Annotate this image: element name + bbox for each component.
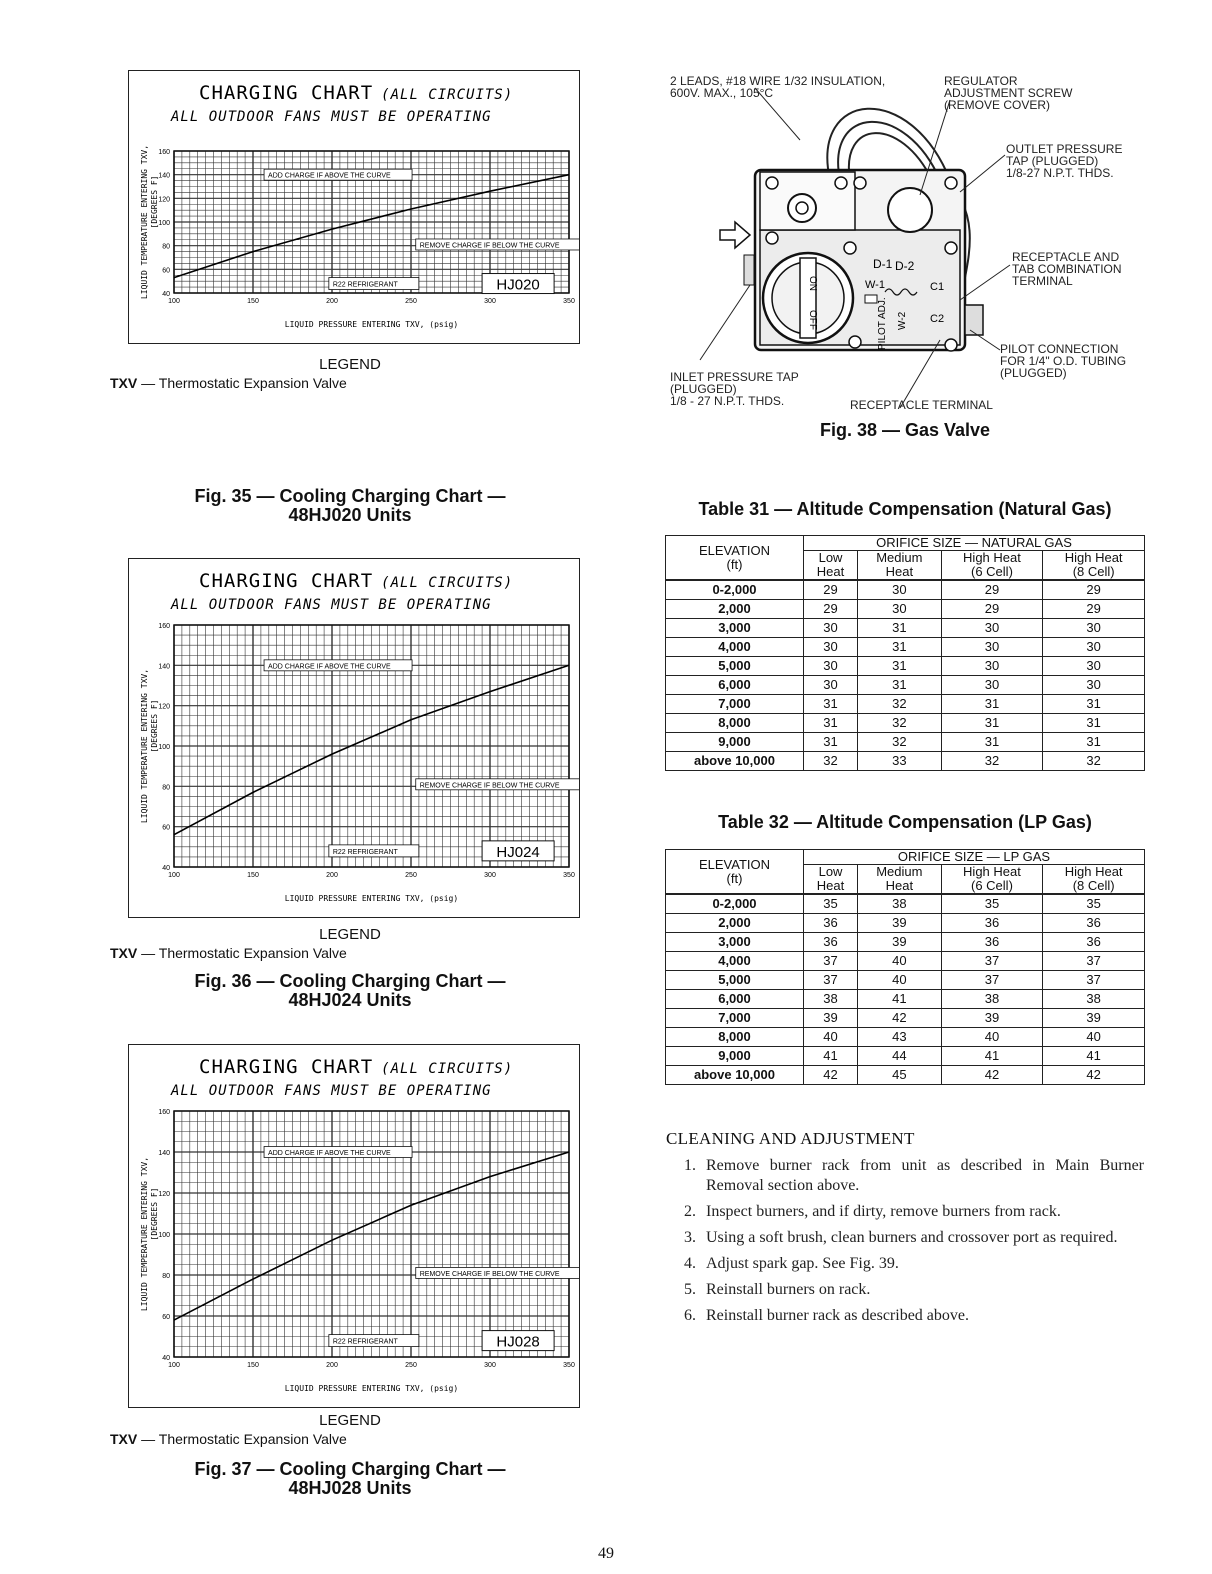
- elevation-cell: 4,000: [666, 638, 804, 657]
- figure-caption-38: Fig. 38 — Gas Valve: [819, 420, 991, 440]
- orifice-size-cell: 35: [1043, 894, 1145, 914]
- svg-text:REMOVE CHARGE IF BELOW THE CUR: REMOVE CHARGE IF BELOW THE CURVE: [419, 242, 560, 250]
- table-row: [666, 894, 1145, 914]
- x-tick-label: 150: [247, 298, 259, 305]
- table-row: [666, 914, 1145, 933]
- orifice-size-cell: 39: [858, 933, 942, 952]
- chart-title: CHARGING CHART (ALL CIRCUITS): [199, 82, 514, 104]
- add-charge-note: [264, 1147, 412, 1158]
- orifice-size-cell: 32: [858, 733, 942, 752]
- label-receptacle-terminal: RECEPTACLE TERMINAL: [850, 398, 993, 412]
- elevation-cell: 6,000: [666, 990, 804, 1009]
- orifice-size-cell: 31: [858, 619, 942, 638]
- orifice-size-cell: 39: [858, 914, 942, 933]
- orifice-size-cell: 39: [1043, 1009, 1145, 1028]
- table32: [665, 849, 1145, 1085]
- orifice-size-cell: 39: [803, 1009, 857, 1028]
- orifice-size-cell: 31: [941, 733, 1043, 752]
- orifice-size-cell: 44: [858, 1047, 942, 1066]
- elevation-cell: above 10,000: [666, 1066, 804, 1085]
- orifice-size-cell: 30: [1043, 657, 1145, 676]
- svg-text:REMOVE CHARGE IF BELOW THE CUR: REMOVE CHARGE IF BELOW THE CURVE: [419, 782, 560, 790]
- orifice-group-header: ORIFICE SIZE — NATURAL GAS: [803, 536, 1144, 551]
- chart-title: CHARGING CHART (ALL CIRCUITS): [199, 570, 514, 592]
- cleaning-steps: [666, 1156, 1144, 1332]
- x-axis-label: LIQUID PRESSURE ENTERING TXV, (psig): [284, 1384, 459, 1393]
- remove-charge-note: [416, 779, 579, 790]
- orifice-size-cell: 30: [803, 676, 857, 695]
- terminal-d2: D-2: [895, 259, 915, 273]
- table-row: [666, 580, 1145, 600]
- orifice-size-cell: 40: [858, 971, 942, 990]
- column-header: High Heat (8 Cell): [1043, 865, 1145, 895]
- legend-entry: TXV — Thermostatic Expansion Valve: [110, 945, 347, 961]
- y-axis-units: [DEGREES F]: [150, 699, 159, 753]
- elevation-cell: 0-2,000: [666, 894, 804, 914]
- table-row: [666, 933, 1145, 952]
- table-row: [666, 676, 1145, 695]
- orifice-size-cell: 37: [803, 952, 857, 971]
- column-header: Low Heat: [803, 865, 857, 895]
- x-tick-label: 300: [484, 298, 496, 305]
- orifice-size-cell: 32: [803, 752, 857, 771]
- column-header: High Heat (6 Cell): [941, 551, 1043, 581]
- terminal-d1: D-1: [873, 257, 893, 271]
- orifice-size-cell: 30: [803, 657, 857, 676]
- y-tick-label: 60: [162, 824, 170, 832]
- x-tick-label: 250: [405, 872, 417, 879]
- table-row: [666, 952, 1145, 971]
- x-tick-label: 150: [247, 872, 259, 879]
- knob-off-label: OFF: [807, 310, 818, 330]
- y-tick-label: 60: [162, 1314, 170, 1321]
- chart-subtitle: ALL OUTDOOR FANS MUST BE OPERATING: [171, 109, 492, 125]
- y-tick-label: 140: [158, 1150, 170, 1157]
- orifice-size-cell: 45: [858, 1066, 942, 1085]
- legend-title: LEGEND: [319, 1412, 381, 1429]
- table-row: [666, 619, 1145, 638]
- x-tick-label: 250: [405, 298, 417, 305]
- orifice-size-cell: 30: [1043, 619, 1145, 638]
- refrigerant-note: [329, 845, 419, 857]
- orifice-size-cell: 35: [803, 894, 857, 914]
- y-tick-label: 100: [158, 220, 170, 227]
- list-item: 2. Inspect burners, and if dirty, remove burners from rack.: [684, 1203, 1061, 1220]
- label-outlet-tap: OUTLET PRESSURE TAP (PLUGGED) 1/8-27 N.P.T. THDS.: [1006, 142, 1123, 180]
- orifice-size-cell: 38: [1043, 990, 1145, 1009]
- svg-text:ADD CHARGE IF ABOVE THE CURVE: ADD CHARGE IF ABOVE THE CURVE: [268, 1150, 391, 1157]
- table-row: [666, 1066, 1145, 1085]
- orifice-size-cell: 30: [941, 619, 1043, 638]
- chart-subtitle: ALL OUTDOOR FANS MUST BE OPERATING: [171, 1083, 492, 1099]
- orifice-size-cell: 33: [858, 752, 942, 771]
- terminal-c2: C2: [930, 313, 945, 325]
- orifice-size-cell: 38: [803, 990, 857, 1009]
- table-row: [666, 714, 1145, 733]
- x-tick-label: 150: [247, 1362, 259, 1369]
- orifice-size-cell: 30: [941, 638, 1043, 657]
- legend-entry: TXV — Thermostatic Expansion Valve: [110, 1431, 347, 1447]
- y-tick-label: 120: [158, 196, 170, 204]
- table-row: [666, 1028, 1145, 1047]
- model-label: [482, 1331, 554, 1351]
- orifice-size-cell: 31: [858, 676, 942, 695]
- elevation-cell: 7,000: [666, 1009, 804, 1028]
- charging-chart-hj028: [128, 1044, 580, 1408]
- svg-text:HJ028: HJ028: [496, 1333, 540, 1351]
- chart-title: CHARGING CHART (ALL CIRCUITS): [199, 1056, 514, 1078]
- svg-text:R22 REFRIGERANT: R22 REFRIGERANT: [332, 1338, 398, 1346]
- column-header: High Heat (8 Cell): [1043, 551, 1145, 581]
- table31-title: Table 31 — Altitude Compensation (Natural Gas): [698, 499, 1112, 519]
- orifice-size-cell: 36: [941, 933, 1043, 952]
- orifice-size-cell: 32: [858, 695, 942, 714]
- cleaning-heading: CLEANING AND ADJUSTMENT: [666, 1129, 915, 1148]
- table-row: [666, 752, 1145, 771]
- orifice-size-cell: 32: [1043, 752, 1145, 771]
- column-header: Low Heat: [803, 551, 857, 581]
- orifice-size-cell: 29: [941, 580, 1043, 600]
- orifice-size-cell: 30: [941, 657, 1043, 676]
- elevation-cell: 3,000: [666, 619, 804, 638]
- x-tick-label: 350: [563, 1362, 575, 1369]
- refrigerant-note: [329, 1335, 419, 1347]
- orifice-size-cell: 30: [1043, 676, 1145, 695]
- orifice-size-cell: 42: [941, 1066, 1043, 1085]
- orifice-size-cell: 31: [803, 733, 857, 752]
- orifice-size-cell: 42: [858, 1009, 942, 1028]
- orifice-size-cell: 29: [803, 600, 857, 619]
- chart-subtitle: ALL OUTDOOR FANS MUST BE OPERATING: [171, 597, 492, 613]
- table-row: [666, 657, 1145, 676]
- list-item: 1. Remove burner rack from unit as described in Main Burner Removal section above.: [684, 1157, 1144, 1194]
- label-pilot-connection: PILOT CONNECTION FOR 1/4" O.D. TUBING (PLUGGED): [1000, 342, 1127, 380]
- orifice-size-cell: 39: [941, 1009, 1043, 1028]
- list-item: 4. Adjust spark gap. See Fig. 39.: [684, 1255, 899, 1272]
- pilot-adj-label: PILOT ADJ.: [877, 297, 888, 350]
- add-charge-note: [264, 169, 412, 180]
- orifice-size-cell: 31: [803, 714, 857, 733]
- terminal-w1: W-1: [865, 279, 885, 291]
- orifice-size-cell: 40: [941, 1028, 1043, 1047]
- y-tick-label: 100: [158, 744, 170, 751]
- table-row: [666, 1047, 1145, 1066]
- orifice-size-cell: 37: [941, 971, 1043, 990]
- charging-chart-hj024: [128, 558, 580, 918]
- x-tick-label: 250: [405, 1362, 417, 1369]
- orifice-size-cell: 32: [858, 714, 942, 733]
- elevation-cell: 5,000: [666, 657, 804, 676]
- orifice-size-cell: 30: [803, 638, 857, 657]
- figure-caption-37: Fig. 37 — Cooling Charging Chart — 48HJ028 Units: [194, 1459, 506, 1498]
- elevation-cell: 5,000: [666, 971, 804, 990]
- orifice-size-cell: 32: [941, 752, 1043, 771]
- y-tick-label: 160: [158, 623, 170, 630]
- orifice-size-cell: 37: [1043, 971, 1145, 990]
- elevation-cell: 4,000: [666, 952, 804, 971]
- orifice-size-cell: 30: [1043, 638, 1145, 657]
- figure-caption-36: Fig. 36 — Cooling Charging Chart — 48HJ024 Units: [194, 971, 506, 1010]
- elevation-cell: above 10,000: [666, 752, 804, 771]
- y-tick-label: 120: [158, 1191, 170, 1198]
- add-charge-note: [264, 660, 412, 671]
- y-axis-units: [DEGREES F]: [150, 175, 159, 229]
- elevation-cell: 9,000: [666, 733, 804, 752]
- orifice-size-cell: 31: [858, 657, 942, 676]
- elevation-cell: 8,000: [666, 1028, 804, 1047]
- y-axis-label: LIQUID TEMPERATURE ENTERING TXV,: [140, 1156, 149, 1312]
- list-item: 5. Reinstall burners on rack.: [684, 1281, 871, 1298]
- x-tick-label: 100: [168, 298, 180, 305]
- svg-text:HJ020: HJ020: [496, 276, 540, 294]
- orifice-size-cell: 37: [1043, 952, 1145, 971]
- orifice-size-cell: 41: [858, 990, 942, 1009]
- svg-text:ADD CHARGE IF ABOVE THE CURVE: ADD CHARGE IF ABOVE THE CURVE: [268, 663, 391, 671]
- orifice-size-cell: 30: [803, 619, 857, 638]
- elevation-cell: 9,000: [666, 1047, 804, 1066]
- label-receptacle-tab: RECEPTACLE AND TAB COMBINATION TERMINAL: [1012, 250, 1122, 288]
- label-regulator: REGULATOR ADJUSTMENT SCREW (REMOVE COVER): [944, 74, 1073, 112]
- refrigerant-note: [329, 278, 419, 290]
- y-tick-label: 80: [162, 1273, 170, 1280]
- x-tick-label: 100: [168, 872, 180, 879]
- list-item: 6. Reinstall burner rack as described above.: [684, 1307, 970, 1324]
- x-tick-label: 200: [326, 872, 338, 879]
- y-tick-label: 120: [158, 703, 170, 711]
- legend-fig35: [110, 356, 590, 391]
- orifice-size-cell: 38: [941, 990, 1043, 1009]
- orifice-size-cell: 41: [803, 1047, 857, 1066]
- legend-entry: TXV — Thermostatic Expansion Valve: [110, 375, 347, 391]
- orifice-size-cell: 31: [1043, 733, 1145, 752]
- column-header: Medium Heat: [858, 865, 942, 895]
- x-tick-label: 300: [484, 872, 496, 879]
- y-tick-label: 160: [158, 1109, 170, 1116]
- table31: [665, 535, 1145, 771]
- y-tick-label: 80: [162, 243, 170, 251]
- orifice-size-cell: 38: [858, 894, 942, 914]
- remove-charge-note: [416, 239, 579, 250]
- y-tick-label: 160: [158, 149, 170, 156]
- orifice-size-cell: 30: [941, 676, 1043, 695]
- x-tick-label: 200: [326, 1362, 338, 1369]
- svg-text:R22 REFRIGERANT: R22 REFRIGERANT: [332, 848, 398, 856]
- elevation-cell: 3,000: [666, 933, 804, 952]
- orifice-size-cell: 31: [1043, 695, 1145, 714]
- x-tick-label: 100: [168, 1362, 180, 1369]
- x-tick-label: 350: [563, 872, 575, 879]
- table-row: [666, 600, 1145, 619]
- y-tick-label: 40: [162, 865, 170, 872]
- elevation-cell: 2,000: [666, 600, 804, 619]
- table-row: [666, 733, 1145, 752]
- orifice-size-cell: 37: [941, 952, 1043, 971]
- y-tick-label: 140: [158, 172, 170, 180]
- table-row: [666, 990, 1145, 1009]
- table-row: [666, 695, 1145, 714]
- x-axis-label: LIQUID PRESSURE ENTERING TXV, (psig): [284, 894, 459, 903]
- orifice-size-cell: 36: [1043, 914, 1145, 933]
- y-axis-units: [DEGREES F]: [150, 1187, 159, 1241]
- orifice-size-cell: 31: [1043, 714, 1145, 733]
- orifice-size-cell: 29: [803, 580, 857, 600]
- legend-fig36: [110, 926, 590, 961]
- x-tick-label: 200: [326, 298, 338, 305]
- table-row: [666, 638, 1145, 657]
- y-tick-label: 40: [162, 1355, 170, 1362]
- orifice-size-cell: 29: [1043, 600, 1145, 619]
- elevation-cell: 2,000: [666, 914, 804, 933]
- orifice-size-cell: 31: [858, 638, 942, 657]
- y-tick-label: 80: [162, 784, 170, 792]
- y-tick-label: 140: [158, 663, 170, 671]
- orifice-size-cell: 43: [858, 1028, 942, 1047]
- elevation-cell: 7,000: [666, 695, 804, 714]
- orifice-size-cell: 29: [1043, 580, 1145, 600]
- orifice-size-cell: 29: [941, 600, 1043, 619]
- terminal-w2: W-2: [897, 311, 908, 330]
- x-tick-label: 300: [484, 1362, 496, 1369]
- orifice-size-cell: 31: [803, 695, 857, 714]
- svg-text:REMOVE CHARGE IF BELOW THE CUR: REMOVE CHARGE IF BELOW THE CURVE: [419, 1270, 560, 1278]
- orifice-size-cell: 36: [803, 914, 857, 933]
- orifice-size-cell: 36: [803, 933, 857, 952]
- y-axis-label: LIQUID TEMPERATURE ENTERING TXV,: [140, 144, 149, 300]
- label-leads: 2 LEADS, #18 WIRE 1/32 INSULATION, 600V. MAX., 105°C: [670, 74, 886, 100]
- list-item: 3. Using a soft brush, clean burners and crossover port as required.: [684, 1229, 1118, 1246]
- legend-fig37: [110, 1412, 590, 1447]
- orifice-group-header: ORIFICE SIZE — LP GAS: [803, 850, 1144, 865]
- y-tick-label: 100: [158, 1232, 170, 1239]
- y-axis-label: LIQUID TEMPERATURE ENTERING TXV,: [140, 668, 149, 824]
- orifice-size-cell: 36: [1043, 933, 1145, 952]
- orifice-size-cell: 40: [858, 952, 942, 971]
- knob-on-label: ON: [807, 276, 818, 291]
- orifice-size-cell: 36: [941, 914, 1043, 933]
- svg-text:R22 REFRIGERANT: R22 REFRIGERANT: [332, 281, 398, 289]
- orifice-size-cell: 35: [941, 894, 1043, 914]
- orifice-size-cell: 30: [858, 600, 942, 619]
- elevation-cell: 8,000: [666, 714, 804, 733]
- y-tick-label: 60: [162, 267, 170, 275]
- orifice-size-cell: 37: [803, 971, 857, 990]
- label-inlet-tap: INLET PRESSURE TAP (PLUGGED) 1/8 - 27 N.P.T. THDS.: [670, 370, 799, 408]
- elevation-cell: 6,000: [666, 676, 804, 695]
- orifice-size-cell: 41: [1043, 1047, 1145, 1066]
- column-header: High Heat (6 Cell): [941, 865, 1043, 895]
- orifice-size-cell: 31: [941, 714, 1043, 733]
- legend-title: LEGEND: [319, 926, 381, 943]
- orifice-size-cell: 42: [1043, 1066, 1145, 1085]
- remove-charge-note: [416, 1267, 579, 1278]
- terminal-c1: C1: [930, 281, 945, 293]
- figure-caption-35: Fig. 35 — Cooling Charging Chart — 48HJ020 Units: [194, 486, 506, 525]
- model-label: [482, 841, 554, 861]
- table-row: [666, 971, 1145, 990]
- y-tick-label: 40: [162, 291, 170, 298]
- orifice-size-cell: 31: [941, 695, 1043, 714]
- charging-chart-hj020: [128, 70, 580, 344]
- model-label: [482, 274, 554, 294]
- orifice-size-cell: 42: [803, 1066, 857, 1085]
- elevation-header: ELEVATION (ft): [666, 850, 804, 895]
- table32-title: Table 32 — Altitude Compensation (LP Gas): [718, 812, 1092, 832]
- x-tick-label: 350: [563, 298, 575, 305]
- svg-text:HJ024: HJ024: [496, 843, 540, 861]
- orifice-size-cell: 41: [941, 1047, 1043, 1066]
- page-number: 49: [598, 1545, 614, 1562]
- svg-text:ADD CHARGE IF ABOVE THE CURVE: ADD CHARGE IF ABOVE THE CURVE: [268, 172, 391, 180]
- orifice-size-cell: 40: [803, 1028, 857, 1047]
- elevation-cell: 0-2,000: [666, 580, 804, 600]
- legend-title: LEGEND: [319, 356, 381, 373]
- orifice-size-cell: 30: [858, 580, 942, 600]
- table-row: [666, 1009, 1145, 1028]
- column-header: Medium Heat: [858, 551, 942, 581]
- elevation-header: ELEVATION (ft): [666, 536, 804, 581]
- x-axis-label: LIQUID PRESSURE ENTERING TXV, (psig): [284, 320, 459, 329]
- orifice-size-cell: 40: [1043, 1028, 1145, 1047]
